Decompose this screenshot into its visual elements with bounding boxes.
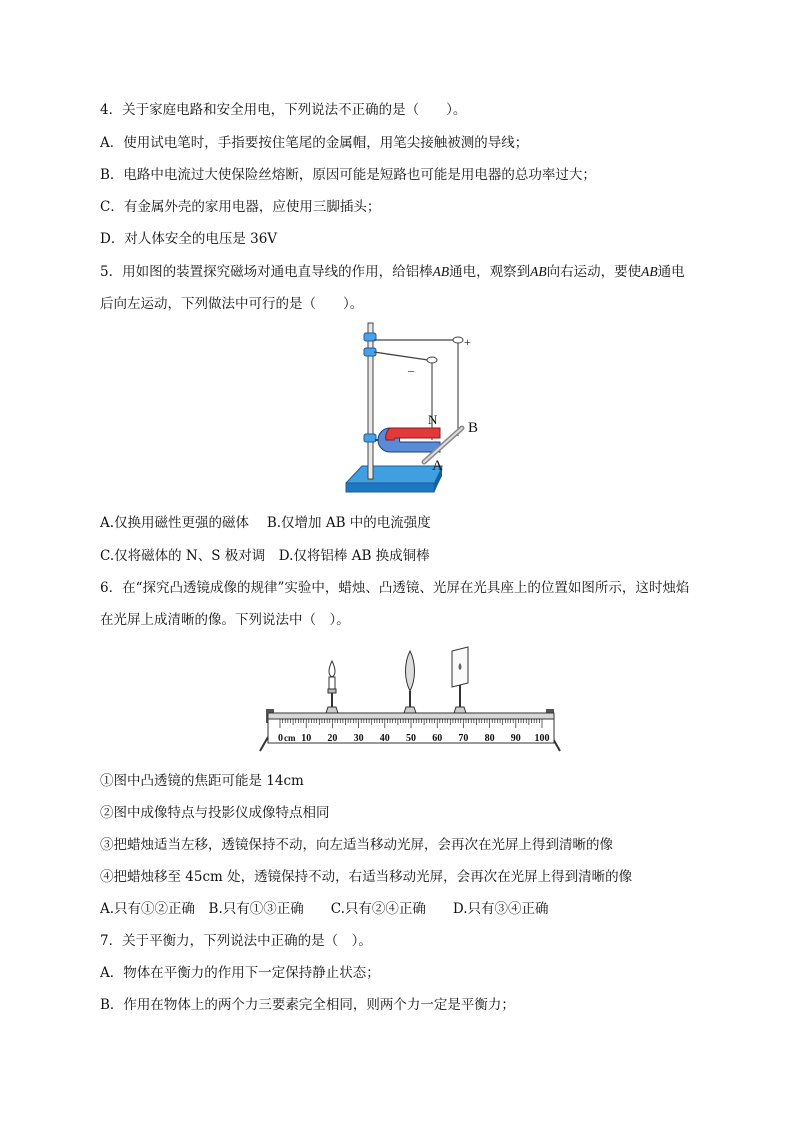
optical-bench-figure — [258, 645, 566, 755]
bench-tick-label: 40 — [379, 733, 390, 744]
q7-option-b: B．作用在物体上的两个力三要素完全相同，则两个力一定是平衡力； — [100, 997, 515, 1013]
q5-stem-line1: 5．用如图的装置探究磁场对通电直导线的作用，给铝棒AB通电，观察到AB向右运动，要使AB通电 — [100, 264, 685, 280]
q6-statement-1: ①图中凸透镜的焦距可能是 14cm — [100, 773, 304, 789]
q4-option-b: B．电路中电流过大使保险丝熔断，原因可能是短路也可能是用电器的总功率过大； — [100, 167, 596, 183]
q7-stem: 7．关于平衡力，下列说法中正确的是（ ）。 — [100, 933, 372, 949]
bench-unit-label: cm — [284, 733, 296, 743]
bench-tick-label: 80 — [484, 733, 495, 744]
candle — [326, 661, 338, 713]
q6-statement-3: ③把蜡烛适当左移，透镜保持不动，向左适当移动光屏，会再次在光屏上得到清晰的像 — [100, 837, 613, 853]
q7-option-a: A．物体在平衡力的作用下一定保持静止状态； — [100, 965, 380, 981]
q6-stem-line2: 在光屏上成清晰的像。下列说法中（ ）。 — [100, 612, 350, 628]
convex-lens — [404, 651, 416, 713]
q5-options-row2: C.仅将磁体的 N、S 极对调 D.仅将铝棒 AB 换成铜棒 — [100, 548, 430, 564]
bench-tick-label: 0 — [278, 733, 283, 744]
q4-option-a: A．使用试电笔时，手指要按住笔尾的金属帽，用笔尖接触被测的导线； — [100, 135, 529, 151]
q4-option-d: D．对人体安全的电压是 36V — [100, 231, 278, 247]
bench-tick-label: 30 — [353, 733, 364, 744]
plus-terminal-label: + — [464, 335, 471, 349]
q6-options: A.只有①②正确 B.只有①③正确 C.只有②④正确 D.只有③④正确 — [100, 901, 549, 917]
q6-statement-2: ②图中成像特点与投影仪成像特点相同 — [100, 805, 330, 821]
minus-terminal-label: – — [408, 363, 414, 377]
q6-stem-line1: 6．在“探究凸透镜成像的规律”实验中，蜡烛、凸透镜、光屏在光具座上的位置如图所示，这时烛焰 — [100, 580, 690, 596]
light-screen — [452, 647, 468, 713]
q6-statement-4: ④把蜡烛移至 45cm 处，透镜保持不动，右适当移动光屏，会再次在光屏上得到清晰的像 — [100, 869, 633, 885]
rod-end-b-label: B — [468, 420, 479, 436]
bench-tick-label: 60 — [432, 733, 443, 744]
magnet-n-label: N — [428, 412, 438, 427]
q4-option-c: C．有金属外壳的家用电器，应使用三脚插头； — [100, 199, 381, 215]
q4-stem: 4．关于家庭电路和安全用电，下列说法不正确的是（ ）。 — [100, 102, 467, 118]
bench-tick-label: 100 — [534, 733, 550, 744]
bench-tick-label: 20 — [327, 733, 338, 744]
bench-tick-label: 50 — [406, 733, 416, 744]
bench-tick-label: 70 — [458, 733, 469, 744]
bench-tick-label: 10 — [301, 733, 312, 744]
rod-end-a-label: A — [432, 458, 443, 474]
magnet-experiment-figure — [340, 318, 490, 503]
bench-tick-label: 90 — [510, 733, 521, 744]
q5-options-row1: A.仅换用磁性更强的磁体 B.仅增加 AB 中的电流强度 — [100, 515, 431, 531]
q5-stem-line2: 后向左运动，下列做法中可行的是（ ）。 — [100, 296, 364, 312]
